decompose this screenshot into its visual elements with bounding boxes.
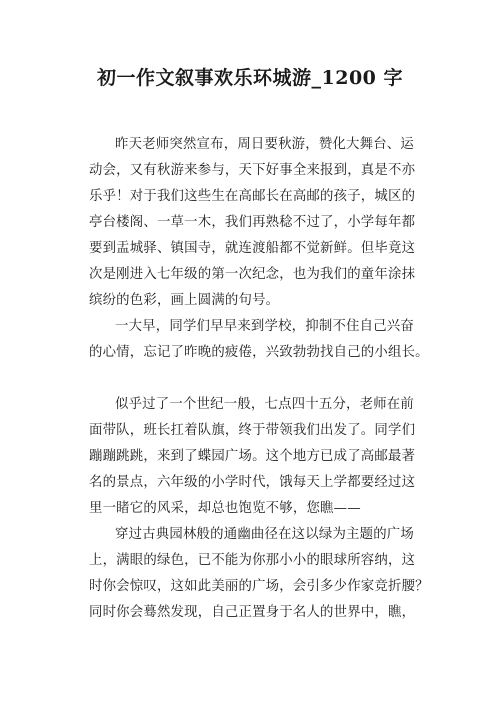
- paragraph-line: 缤纷的色彩，画上圆满的句号。: [89, 293, 280, 308]
- paragraph-line: 同时你会蓦然发现，自己正置身于名人的世界中，瞧，: [89, 605, 416, 620]
- paragraph-line: 次是刚进入七年级的第一次纪念，也为我们的童年涂抹: [89, 267, 416, 282]
- paragraph-line: 的心情，忘记了昨晚的疲倦，兴致勃勃找自己的小组长。: [89, 345, 429, 360]
- paragraph-line: 乐乎！对于我们这些生在高邮长在高邮的孩子，城区的: [89, 189, 416, 204]
- paragraph-line: 面带队，班长扛着队旗，终于带领我们出发了。同学们: [89, 423, 416, 438]
- paragraph-line: 亭台楼阁、一草一木，我们再熟稔不过了，小学每年都: [89, 215, 416, 230]
- paragraph-line: 动会，又有秋游来参与，天下好事全来报到，真是不亦: [89, 163, 416, 178]
- paragraph-line: 穿过古典园林般的通幽曲径在这以绿为主题的广场: [115, 527, 414, 542]
- paragraph-line: 上，满眼的绿色，已不能为你那小小的眼球所容纳，这: [89, 553, 416, 568]
- paragraph-line: 一大早，同学们早早来到学校，抑制不住自己兴奋: [115, 319, 414, 334]
- paragraph-line: 名的景点，六年级的小学时代，饿每天上学都要经过这: [89, 475, 416, 490]
- document-title: 初一作文叙事欢乐环城游_1200 字: [97, 67, 403, 89]
- paragraph-line: 要到盂城驿、镇国寺，就连渡船都不觉新鲜。但毕竟这: [89, 241, 416, 256]
- paragraph-line: 时你会惊叹，这如此美丽的广场，会引多少作家竞折腰？: [89, 579, 429, 594]
- paragraph-line: 里一睹它的风采，却总也饱览不够，您瞧——: [89, 501, 361, 516]
- paragraph-line: 似乎过了一个世纪一般，七点四十五分，老师在前: [115, 397, 414, 412]
- paragraph-line: 蹦蹦跳跳，来到了蝶园广场。这个地方已成了高邮最著: [89, 449, 416, 464]
- paragraph-line: 昨天老师突然宣布，周日要秋游，赞化大舞台、运: [115, 137, 414, 152]
